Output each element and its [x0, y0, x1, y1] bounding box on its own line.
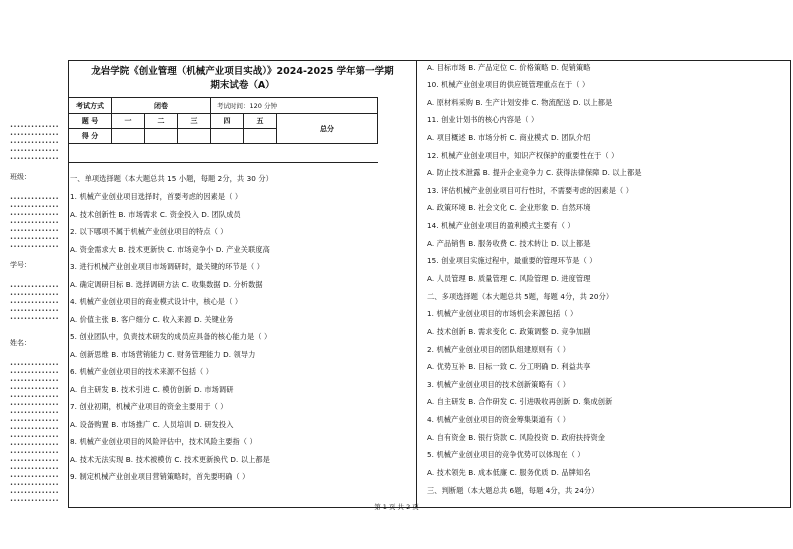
- binding-dots: ••••••••••••••: [10, 204, 60, 210]
- binding-dots: ••••••••••••••: [10, 292, 60, 298]
- binding-dots: ••••••••••••••: [10, 148, 60, 154]
- option-line: A. 产品销售 B. 服务收费 C. 技术转让 D. 以上都是: [427, 239, 591, 248]
- binding-dots: ••••••••••••••: [10, 426, 60, 432]
- option-line: A. 确定调研目标 B. 选择调研方法 C. 收集数据 D. 分析数据: [70, 280, 263, 289]
- binding-dots: ••••••••••••••: [10, 362, 60, 368]
- question-text: 10. 机械产业创业项目的供应链管理重点在于（ ）: [427, 80, 590, 89]
- binding-dots: ••••••••••••••: [10, 394, 60, 400]
- class-label: 班级：: [10, 173, 31, 181]
- exam-mode-label: 考试方式: [69, 98, 112, 114]
- question-text: 4. 机械产业创业项目的商业模式设计中，核心是（ ）: [70, 297, 243, 306]
- binding-dots: ••••••••••••••: [10, 450, 60, 456]
- option-line: A. 人员管理 B. 质量管理 C. 风险管理 D. 进度管理: [427, 274, 591, 283]
- binding-dots: ••••••••••••••: [10, 378, 60, 384]
- option-line: A. 优势互补 B. 目标一致 C. 分工明确 D. 利益共享: [427, 362, 591, 371]
- column-divider: [416, 60, 417, 508]
- option-line: A. 技术无法实现 B. 技术被模仿 C. 技术更新换代 D. 以上都是: [70, 455, 270, 464]
- question-number: 二: [145, 114, 178, 129]
- score-cell[interactable]: [112, 129, 145, 144]
- question-number-label: 题 号: [69, 114, 112, 129]
- student-id-label: 学号：: [10, 261, 31, 269]
- question-text: 13. 评估机械产业创业项目可行性时，不需要考虑的因素是（ ）: [427, 186, 633, 195]
- question-text: 1. 机械产业创业项目选择时，首要考虑的因素是（ ）: [70, 192, 243, 201]
- exam-subtitle: 期末试卷（A）: [210, 80, 275, 91]
- question-text: 3. 机械产业创业项目的技术创新策略有（ ）: [427, 380, 571, 389]
- question-text: 6. 机械产业创业项目的技术来源不包括（ ）: [70, 367, 214, 376]
- score-cell[interactable]: [178, 129, 211, 144]
- binding-dots: ••••••••••••••: [10, 370, 60, 376]
- option-line: A. 设备购置 B. 市场推广 C. 人员培训 D. 研发投入: [70, 420, 234, 429]
- question-text: 7. 创业初期，机械产业项目的资金主要用于（ ）: [70, 402, 228, 411]
- question-number: 一: [112, 114, 145, 129]
- score-cell[interactable]: [211, 129, 244, 144]
- section-heading: 三、判断题（本大题总共 6题，每题 4分，共 24分）: [427, 486, 599, 495]
- option-line: A. 创新思维 B. 市场营销能力 C. 财务管理能力 D. 领导力: [70, 350, 256, 359]
- binding-dots: ••••••••••••••: [10, 466, 60, 472]
- question-text: 3. 进行机械产业创业项目市场调研时，最关键的环节是（ ）: [70, 262, 265, 271]
- binding-dots: ••••••••••••••: [10, 236, 60, 242]
- binding-dots: ••••••••••••••: [10, 156, 60, 162]
- binding-dots: ••••••••••••••: [10, 410, 60, 416]
- binding-dots: ••••••••••••••: [10, 132, 60, 138]
- exam-title: 龙岩学院《创业管理（机械产业项目实战）》2024-2025 学年第一学期: [91, 66, 394, 77]
- binding-dots: ••••••••••••••: [10, 244, 60, 250]
- question-text: 4. 机械产业创业项目的资金筹集渠道有（ ）: [427, 415, 571, 424]
- binding-dots: ••••••••••••••: [10, 316, 60, 322]
- option-line: A. 目标市场 B. 产品定位 C. 价格策略 D. 促销策略: [427, 63, 591, 72]
- binding-dots: ••••••••••••••: [10, 418, 60, 424]
- question-text: 14. 机械产业创业项目的盈利模式主要有（ ）: [427, 221, 575, 230]
- section-heading: 二、多项选择题（本大题总共 5题，每题 4分，共 20分）: [427, 292, 614, 301]
- section-heading: 一、单项选择题（本大题总共 15 小题，每题 2分，共 30 分）: [70, 174, 273, 183]
- binding-dots: ••••••••••••••: [10, 300, 60, 306]
- option-line: A. 防止技术泄露 B. 提升企业竞争力 C. 获得法律保障 D. 以上都是: [427, 168, 642, 177]
- binding-dots: ••••••••••••••: [10, 228, 60, 234]
- score-cell[interactable]: [145, 129, 178, 144]
- binding-dots: ••••••••••••••: [10, 434, 60, 440]
- binding-dots: ••••••••••••••: [10, 498, 60, 504]
- binding-dots: ••••••••••••••: [10, 386, 60, 392]
- question-text: 1. 机械产业创业项目的市场机会来源包括（ ）: [427, 309, 578, 318]
- question-text: 5. 机械产业创业项目的竞争优势可以体现在（ ）: [427, 450, 585, 459]
- question-number: 三: [178, 114, 211, 129]
- exam-time: 考试时间：120 分钟: [211, 98, 378, 114]
- question-text: 11. 创业计划书的核心内容是（ ）: [427, 115, 539, 124]
- score-cell[interactable]: [244, 129, 277, 144]
- binding-dots: ••••••••••••••: [10, 458, 60, 464]
- exam-info-table: [68, 97, 378, 144]
- option-line: A. 自主研发 B. 合作研发 C. 引进吸收再创新 D. 集成创新: [427, 397, 613, 406]
- binding-dots: ••••••••••••••: [10, 140, 60, 146]
- option-line: A. 政策环境 B. 社会文化 C. 企业形象 D. 自然环境: [427, 203, 591, 212]
- name-label: 姓名：: [10, 339, 31, 347]
- option-line: A. 技术创新 B. 需求变化 C. 政策调整 D. 竞争加剧: [427, 327, 591, 336]
- question-text: 8. 机械产业创业项目的风险评估中，技术风险主要指（ ）: [70, 437, 257, 446]
- binding-dots: ••••••••••••••: [10, 308, 60, 314]
- option-line: A. 原材料采购 B. 生产计划安排 C. 物流配送 D. 以上都是: [427, 98, 613, 107]
- score-label: 得 分: [69, 129, 112, 144]
- question-text: 2. 机械产业创业项目的团队组建原则有（ ）: [427, 345, 571, 354]
- question-text: 12. 机械产业创业项目中，知识产权保护的重要性在于（ ）: [427, 151, 619, 160]
- option-line: A. 技术领先 B. 成本低廉 C. 服务优质 D. 品牌知名: [427, 468, 591, 477]
- binding-dots: ••••••••••••••: [10, 124, 60, 130]
- section-rule: [68, 162, 378, 163]
- binding-dots: ••••••••••••••: [10, 482, 60, 488]
- question-text: 9. 制定机械产业创业项目营销策略时，首先要明确（ ）: [70, 472, 250, 481]
- question-text: 2. 以下哪项不属于机械产业创业项目的特点（ ）: [70, 227, 228, 236]
- total-score-label: 总分: [277, 114, 378, 144]
- option-line: A. 价值主张 B. 客户细分 C. 收入来源 D. 关键业务: [70, 315, 234, 324]
- page-number: 第 1 页 共 2 页: [374, 503, 419, 511]
- option-line: A. 自主研发 B. 技术引进 C. 模仿创新 D. 市场调研: [70, 385, 234, 394]
- binding-dots: ••••••••••••••: [10, 196, 60, 202]
- option-line: A. 自有资金 B. 银行贷款 C. 风险投资 D. 政府扶持资金: [427, 433, 606, 442]
- binding-dots: ••••••••••••••: [10, 212, 60, 218]
- question-number: 四: [211, 114, 244, 129]
- question-text: 15. 创业项目实施过程中，最重要的管理环节是（ ）: [427, 256, 597, 265]
- binding-dots: ••••••••••••••: [10, 442, 60, 448]
- question-number: 五: [244, 114, 277, 129]
- binding-dots: ••••••••••••••: [10, 474, 60, 480]
- binding-dots: ••••••••••••••: [10, 490, 60, 496]
- question-text: 5. 创业团队中，负责技术研发的成员应具备的核心能力是（ ）: [70, 332, 272, 341]
- binding-dots: ••••••••••••••: [10, 220, 60, 226]
- option-line: A. 项目概述 B. 市场分析 C. 商业模式 D. 团队介绍: [427, 133, 591, 142]
- binding-dots: ••••••••••••••: [10, 284, 60, 290]
- binding-dots: ••••••••••••••: [10, 402, 60, 408]
- exam-mode-value: 闭卷: [112, 98, 211, 114]
- option-line: A. 资金需求大 B. 技术更新快 C. 市场竞争小 D. 产业关联度高: [70, 245, 270, 254]
- option-line: A. 技术创新性 B. 市场需求 C. 资金投入 D. 团队成员: [70, 210, 241, 219]
